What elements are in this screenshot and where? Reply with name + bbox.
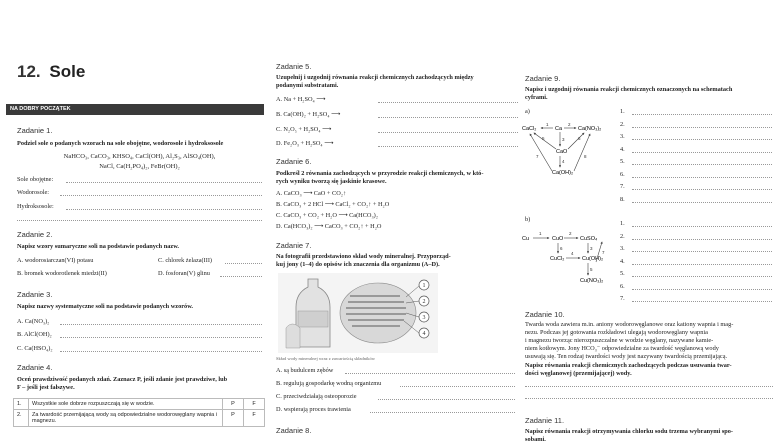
section-banner: NA DOBRY POCZĄTEK	[6, 104, 264, 115]
task-3-option-c: C. Ca(HSO₄)₂	[17, 345, 53, 352]
task-8-title: Zadanie 8.	[276, 426, 312, 435]
task-9-title: Zadanie 9.	[525, 74, 561, 83]
task-2-d-answer-line[interactable]	[220, 276, 262, 277]
task-6-instruction-line2: rych wyniku tworzą się jaskinie krasowe.	[276, 178, 387, 185]
task-6-instruction-line1: Podkreśl 2 równania zachodzących w przyrodzie reakcji chemicznych, w któ-	[276, 170, 484, 177]
task-6-eq-b[interactable]: B. CaCO₃ + 2 HCl ⟶ CaCl₂ + CO₂↑ + H₂O	[276, 201, 390, 208]
task-11-instruction-line2: sobami.	[525, 436, 546, 443]
answer-line[interactable]	[632, 251, 772, 252]
answer-line[interactable]	[632, 301, 772, 302]
task-7-title: Zadanie 7.	[276, 241, 312, 250]
false-option[interactable]: F	[244, 410, 265, 427]
table-row	[14, 410, 265, 427]
task-1-formula-line1: NaHCO₃, CaCO₃, KHSO₄, CaCl(OH), Al₂S₃, AlSO₄(OH),	[63, 153, 216, 160]
answer-line[interactable]	[632, 177, 772, 178]
svg-text:3: 3	[562, 137, 565, 142]
scheme-a-node-cacl2: CaCl₂	[522, 126, 537, 132]
task-5-eq-b: B. Ca(OH)₂ + H₂SO₄ ⟶	[276, 111, 341, 118]
task-4-instruction-line2: F – jeśli jest fałszywe.	[17, 384, 75, 391]
task-2-c-answer-line[interactable]	[225, 263, 262, 264]
task-6-eq-c[interactable]: C. CaCO₃ + CO₂ + H₂O ⟶ Ca(HCO₃)₂	[276, 212, 378, 219]
svg-text:4: 4	[562, 159, 565, 164]
row-number: 2.	[14, 410, 29, 427]
task-5-eq-a: A. Na + H₂SO₄ ⟶	[276, 96, 326, 103]
answer-line[interactable]	[632, 164, 772, 165]
answer-line-number: 7.	[620, 295, 625, 302]
task-5-d-answer-line[interactable]	[378, 146, 518, 147]
paragraph-line: nezu. Podczas jej gotowania rozkładowi ulegają wodorowęglany wapnia	[525, 329, 708, 336]
task-5-b-answer-line[interactable]	[378, 117, 518, 118]
task-5-eq-d: D. Fe₂O₃ + H₂SO₄ ⟶	[276, 140, 334, 147]
svg-text:3: 3	[590, 246, 593, 251]
answer-line[interactable]	[632, 289, 772, 290]
scheme-a-node-ca-no3: Ca(NO₃)₂	[578, 126, 602, 132]
task-6-title: Zadanie 6.	[276, 157, 312, 166]
svg-text:6: 6	[560, 246, 563, 251]
marker-3: 3	[422, 315, 426, 321]
paragraph-line: Twarda woda zawiera m.in. aniony wodorowęglanowe oraz kationy wapnia i mag-	[525, 321, 734, 328]
true-option[interactable]: P	[223, 410, 244, 427]
answer-line[interactable]	[632, 276, 772, 277]
task-7-option-b: B. regulują gospodarkę wodną organizmu	[276, 380, 382, 387]
task-2-title: Zadanie 2.	[17, 230, 53, 239]
task-4-instruction-line1: Oceń prawdziwość podanych zdań. Zaznacz P, jeśli zdanie jest prawdziwe, lub	[17, 376, 228, 383]
task-7-option-a: A. są budulcem zębów	[276, 367, 334, 374]
answer-line-number: 4.	[620, 145, 625, 153]
answer-line-number: 1.	[620, 220, 625, 227]
row-statement: Wszystkie sole dobrze rozpuszczają się w wodzie.	[29, 399, 223, 410]
answer-line[interactable]	[632, 239, 772, 240]
marker-2: 2	[422, 299, 426, 305]
scheme-b-node-cu: Cu	[522, 236, 530, 242]
task-2-option-a: A. wodorosiarczan(VI) potasu	[17, 257, 94, 264]
neutral-salts-label: Sole obojętne:	[17, 176, 54, 183]
task-1-title: Zadanie 1.	[17, 126, 53, 135]
task-7-d-answer-line[interactable]	[370, 412, 515, 413]
answer-line-number: 5.	[620, 270, 625, 277]
true-false-table	[13, 398, 265, 427]
chapter-name: Sole	[49, 62, 86, 81]
svg-text:6: 6	[578, 136, 581, 141]
answer-line-number: 6.	[620, 170, 625, 178]
task-5-instruction-line2: podanymi substratami.	[276, 82, 339, 89]
svg-text:5: 5	[542, 136, 545, 141]
task-7-instruction-line1: Na fotografii przedstawiono skład wody mineralnej. Przyporząd-	[276, 253, 451, 260]
task-1-formula-line2: NaCl, Ca(H₂PO₄)₂, FeBr(OH)₂	[99, 163, 180, 170]
answer-line[interactable]	[632, 226, 772, 227]
task-1-instruction: Podziel sole o podanych wzorach na sole obojętne, wodorosole i hydroksosole	[17, 140, 224, 147]
task-7-c-answer-line[interactable]	[378, 399, 515, 400]
hydroxo-salts-label: Hydroksosole:	[17, 203, 54, 210]
task-4-title: Zadanie 4.	[17, 363, 53, 372]
svg-text:5: 5	[590, 267, 593, 272]
paragraph-line: usuwają się. Ten rodzaj twardości wody jest nazywany twardością przemijającą.	[525, 353, 728, 360]
task-7-b-answer-line[interactable]	[400, 386, 515, 387]
task-10-instruction-line2: dości węglanowej (przemijającej) wody.	[525, 370, 632, 377]
task-5-a-answer-line[interactable]	[378, 102, 518, 103]
acid-salts-answer-line[interactable]	[60, 195, 262, 196]
answer-line[interactable]	[632, 127, 772, 128]
glass-icon	[286, 324, 300, 348]
answer-line[interactable]	[632, 189, 772, 190]
mineral-water-photo	[278, 273, 438, 353]
task-9-instruction-line2: cyframi.	[525, 94, 548, 101]
task-7-instruction-line2: kuj jony (1–4) do opisów ich znaczenia dla organizmu (A–D).	[276, 261, 440, 268]
svg-text:2: 2	[568, 122, 571, 127]
task-11-title: Zadanie 11.	[525, 416, 565, 425]
task-3-title: Zadanie 3.	[17, 290, 53, 299]
task-3-b-answer-line[interactable]	[60, 337, 262, 338]
scheme-b-node-cu-no3: Cu(NO₃)₂	[580, 278, 604, 284]
scheme-a-node-cao: CaO	[556, 149, 568, 155]
paragraph-line: niem kotłowym. Jony HCO₃⁻ odpowiedzialne za twardość węglanową wody	[525, 345, 719, 352]
row-number: 1.	[14, 399, 29, 410]
task-2-option-b: B. bromek wodorotlenek miedzi(II)	[17, 270, 107, 277]
scheme-b-node-cu-oh: Cu(OH)₂	[582, 256, 604, 262]
answer-line-number: 5.	[620, 158, 625, 165]
task-5-c-answer-line[interactable]	[378, 132, 518, 133]
chapter-number: 12.	[17, 62, 41, 81]
svg-text:4: 4	[571, 251, 574, 256]
svg-text:7: 7	[602, 250, 605, 255]
answer-line-number: 3.	[620, 245, 625, 252]
marker-1: 1	[422, 283, 426, 289]
task-10-instruction-line1: Napisz równania reakcji chemicznych zachodzących podczas usuwania twar-	[525, 362, 732, 369]
false-option[interactable]: F	[244, 399, 265, 410]
extra-answer-line[interactable]	[17, 220, 262, 221]
scheme-b-label: b)	[525, 216, 531, 223]
scheme-b	[522, 224, 612, 293]
answer-line[interactable]	[632, 139, 772, 140]
task-11-instruction: Napisz równania reakcji otrzymywania chlorku sodu trzema wybranymi spo-	[525, 428, 734, 435]
svg-text:7: 7	[536, 154, 539, 159]
task-2-instruction: Napisz wzory sumaryczne soli na podstawie podanych nazw.	[17, 243, 179, 250]
task-5-instruction-line1: Uzupełnij i uzgodnij równania reakcji chemicznych zachodzących między	[276, 74, 474, 81]
answer-line-number: 3.	[620, 133, 625, 140]
chapter-title	[17, 62, 85, 82]
photo-caption: Skład wody mineralnej wraz z zawartością składników	[276, 356, 375, 361]
svg-text:8: 8	[584, 154, 587, 159]
scheme-b-node-cuso4: CuSO₄	[580, 236, 598, 242]
scheme-a-node-ca-oh: Ca(OH)₂	[552, 170, 574, 176]
task-7-option-c: C. przeciwdziałają osteoporozie	[276, 393, 357, 400]
task-5-title: Zadanie 5.	[276, 62, 312, 71]
scheme-b-node-cucl2: CuCl₂	[550, 256, 565, 262]
task-10-title: Zadanie 10.	[525, 310, 565, 319]
task-10-answer-line-1[interactable]	[525, 386, 773, 387]
answer-line-number: 4.	[620, 257, 625, 265]
task-6-eq-d[interactable]: D. Ca(HCO₃)₂ ⟶ CaCO₃ + CO₂↑ + H₂O	[276, 223, 382, 230]
scheme-b-node-cuo: CuO	[552, 236, 564, 242]
acid-salts-label: Wodorosole:	[17, 189, 50, 196]
task-2-option-c: C. chlorek żelaza(III)	[158, 257, 213, 264]
scheme-a-node-ca: Ca	[555, 126, 563, 132]
answer-line-number: 7.	[620, 183, 625, 190]
scheme-a	[522, 116, 610, 191]
task-9-instruction-line1: Napisz i uzgodnij równania reakcji chemicznych oznaczonych na schematach	[525, 86, 733, 93]
task-7-a-answer-line[interactable]	[345, 373, 515, 374]
task-3-option-a: A. Ca(NO₃)₂	[17, 318, 50, 325]
answer-line[interactable]	[632, 152, 772, 153]
hydroxo-salts-answer-line[interactable]	[66, 209, 262, 210]
answer-line[interactable]	[632, 202, 772, 203]
scheme-a-label: a)	[525, 108, 530, 115]
row-statement: Za twardość przemijającą wody są odpowiedzialne wodorowęglany wapnia i magnezu.	[29, 410, 223, 427]
answer-line-number: 2.	[620, 120, 625, 128]
task-10-answer-line-2[interactable]	[525, 398, 773, 399]
task-6-eq-a[interactable]: A. CaCO₃ ⟶ CaO + CO₂↑	[276, 190, 347, 197]
svg-text:2: 2	[569, 231, 572, 236]
true-option[interactable]: P	[223, 399, 244, 410]
task-3-a-answer-line[interactable]	[60, 324, 262, 325]
table-row	[14, 399, 265, 410]
task-3-c-answer-line[interactable]	[60, 351, 262, 352]
task-2-option-d: D. fosforan(V) glinu	[158, 270, 210, 277]
task-3-option-b: B. AlCl(OH)₂	[17, 331, 52, 338]
marker-4: 4	[422, 331, 426, 337]
answer-line-number: 6.	[620, 282, 625, 290]
svg-text:1: 1	[539, 231, 542, 236]
task-3-instruction: Napisz nazwy systematyczne soli na podstawie podanych wzorów.	[17, 303, 193, 310]
answer-line[interactable]	[632, 114, 772, 115]
svg-text:1: 1	[546, 122, 549, 127]
task-5-eq-c: C. N₂O₅ + H₂SO₄ ⟶	[276, 126, 332, 133]
answer-line[interactable]	[632, 264, 772, 265]
answer-line-number: 1.	[620, 108, 625, 115]
paragraph-line: i magnezu tworząc nierozpuszczalne w wodzie węglany, nazywane kamie-	[525, 337, 714, 344]
answer-line-number: 8.	[620, 195, 625, 203]
answer-line-number: 2.	[620, 232, 625, 240]
task-7-option-d: D. wspierają proces trawienia	[276, 406, 351, 413]
neutral-salts-answer-line[interactable]	[66, 182, 262, 183]
